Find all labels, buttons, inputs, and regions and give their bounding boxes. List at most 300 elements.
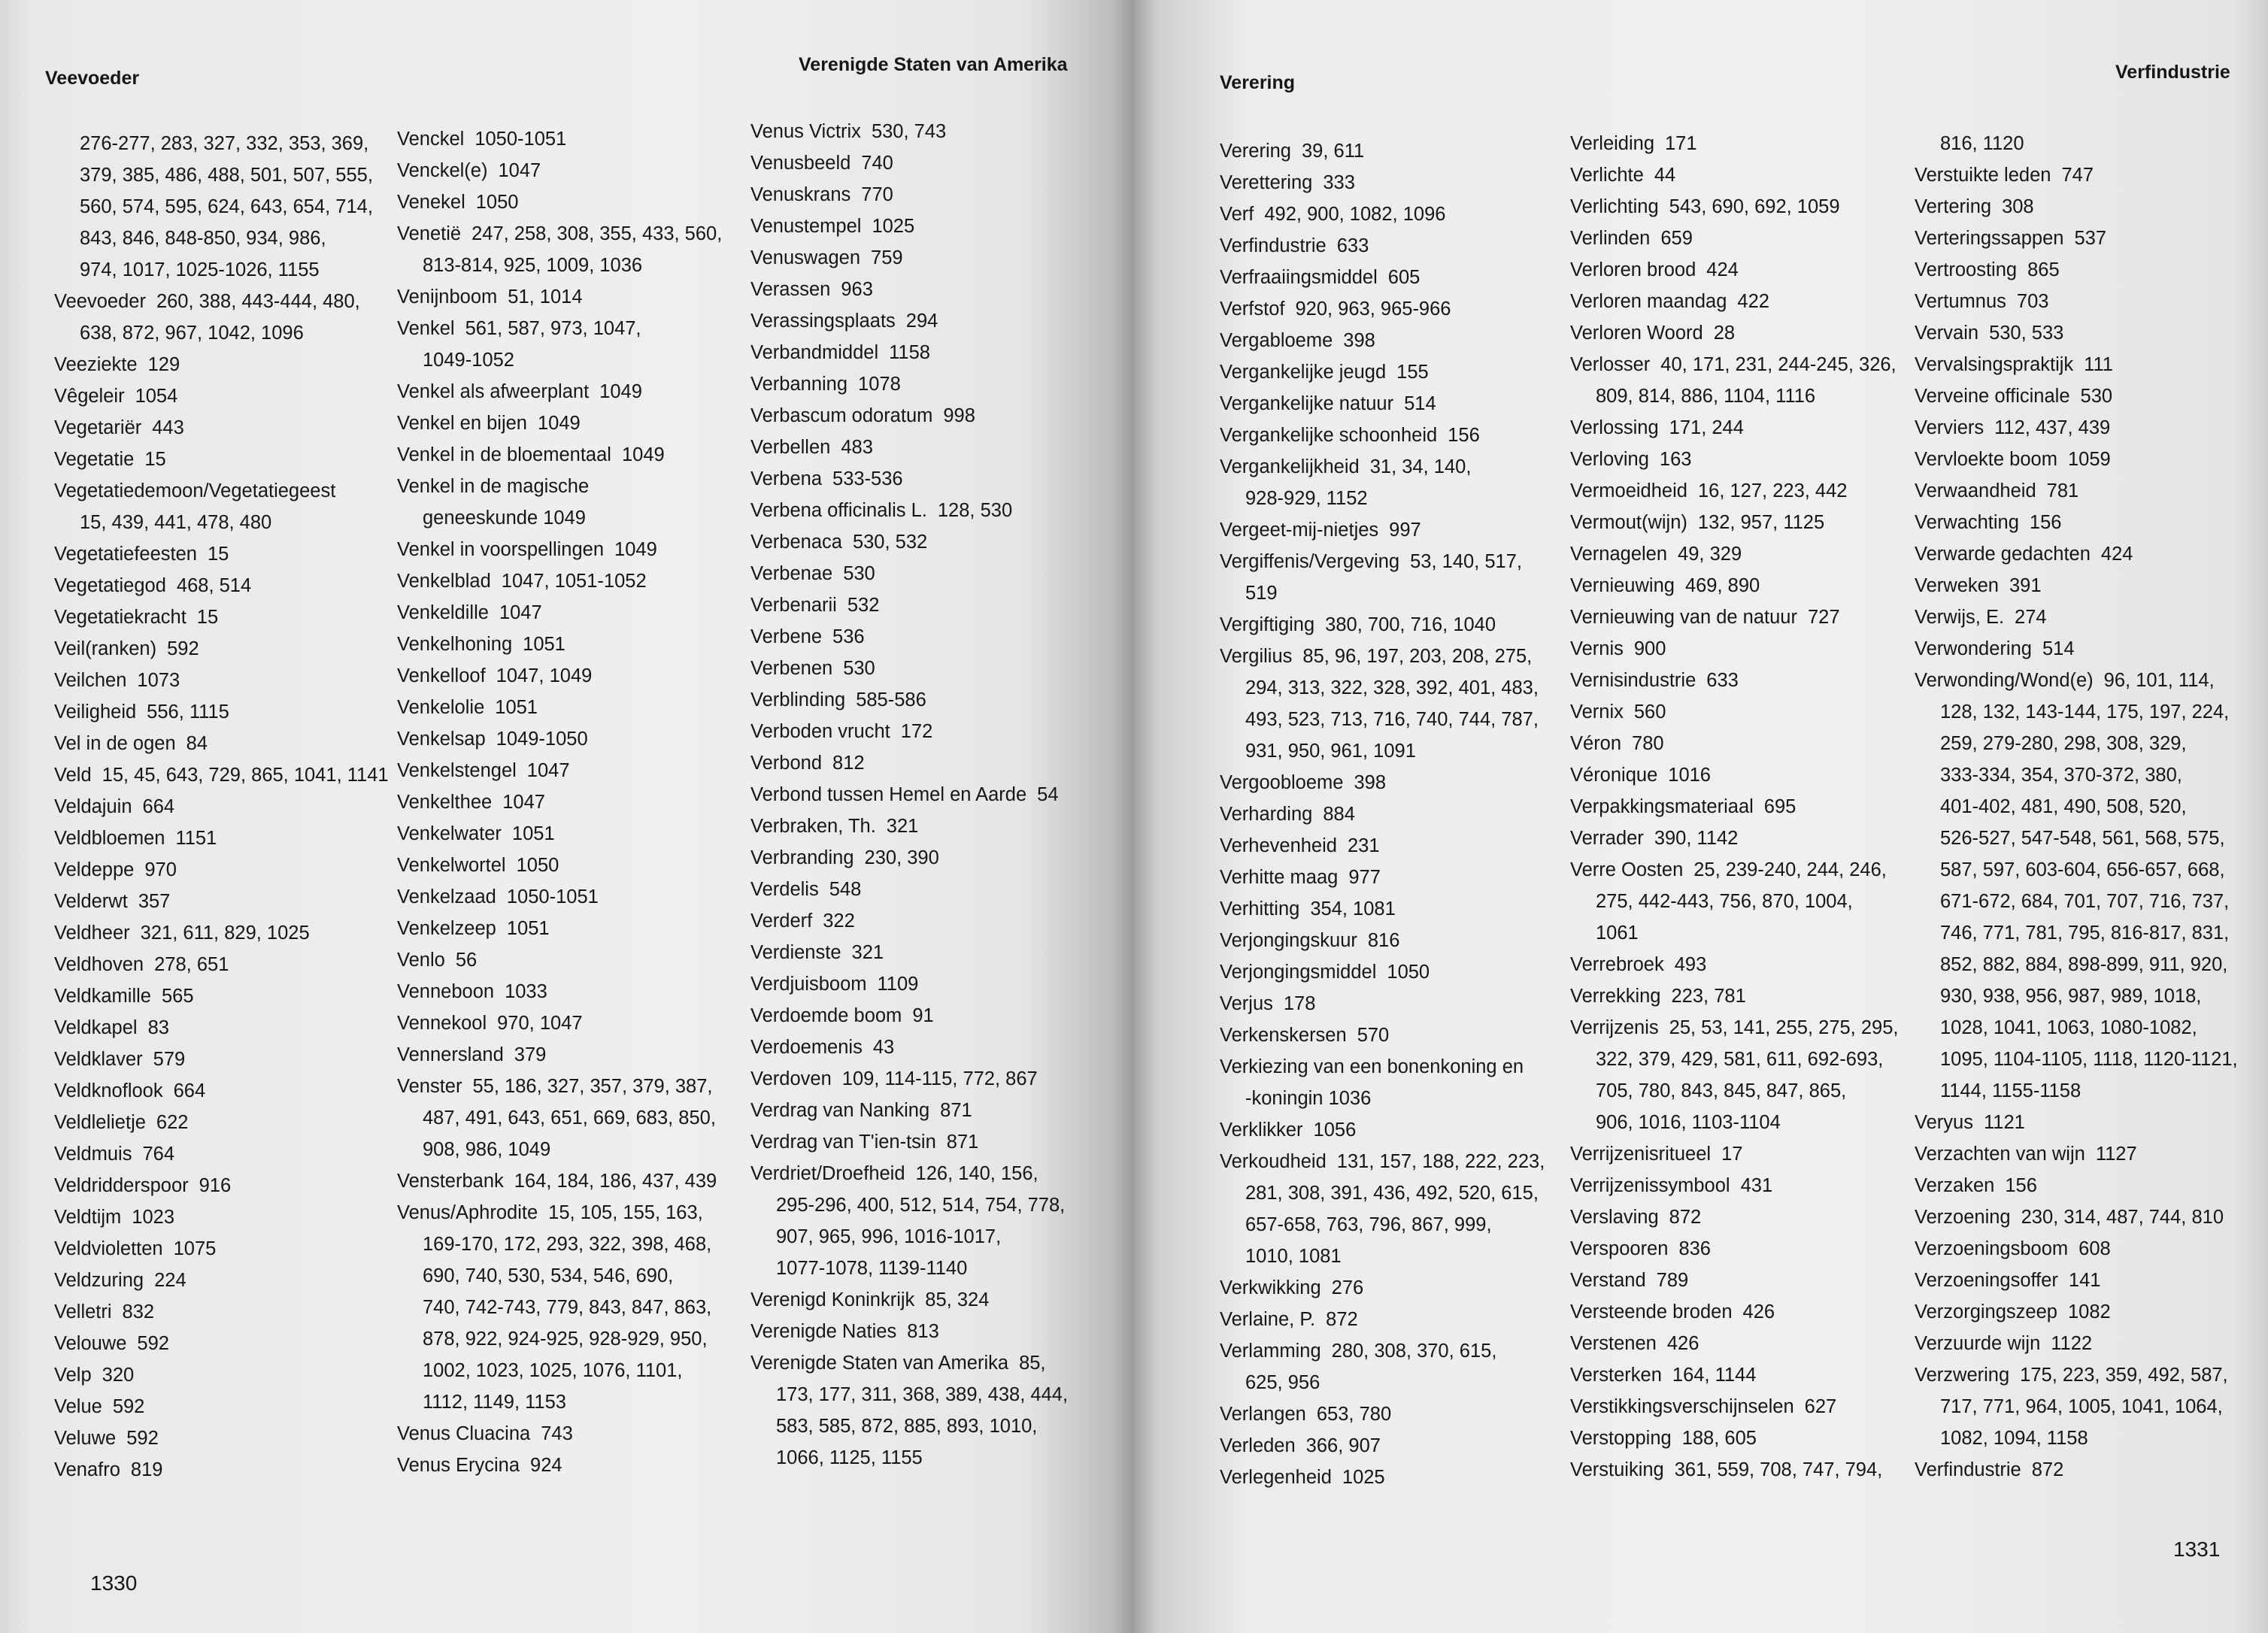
index-entry bbox=[1570, 475, 1898, 507]
index-entry bbox=[750, 1095, 1068, 1126]
index-entry bbox=[397, 1165, 722, 1197]
entry-pages: 431 bbox=[1740, 1175, 1773, 1196]
index-entry bbox=[1570, 349, 1898, 412]
entry-term: Vergankelijkheid bbox=[1220, 456, 1360, 477]
entry-term: Verrijzenisritueel bbox=[1570, 1144, 1712, 1165]
entry-term: Venkelwater bbox=[397, 823, 502, 844]
entry-pages: 155 bbox=[1396, 362, 1429, 383]
index-entry bbox=[54, 1359, 389, 1391]
entry-term: Verbenae bbox=[750, 563, 833, 584]
index-entry bbox=[1570, 570, 1898, 601]
index-entry bbox=[54, 1170, 389, 1201]
entry-term: Verbraken, Th. bbox=[750, 816, 876, 837]
running-head-right: Verfindustrie bbox=[2115, 62, 2230, 83]
entry-pages: 727 bbox=[1807, 607, 1840, 628]
entry-pages: 963 bbox=[841, 279, 873, 300]
entry-term: Vermoeidheid bbox=[1570, 480, 1687, 501]
index-entry bbox=[1570, 223, 1898, 254]
entry-term: Verdrag van T'ien-tsin bbox=[750, 1132, 936, 1153]
entry-pages: 592 bbox=[126, 1428, 159, 1449]
page-number: 1331 bbox=[2173, 1538, 2221, 1561]
entry-pages: 998 bbox=[943, 405, 975, 426]
index-entry bbox=[1220, 1462, 1545, 1493]
entry-term: Verrijzenis bbox=[1570, 1017, 1659, 1038]
entry-pages-continued: 657-658, 763, 796, 867, 999, bbox=[1245, 1214, 1492, 1235]
entry-pages: 171 bbox=[1665, 133, 1697, 154]
entry-pages: 111 bbox=[2084, 354, 2113, 375]
entry-term: Verfraaiingsmiddel bbox=[1220, 267, 1378, 288]
index-entry bbox=[54, 1454, 389, 1486]
entry-pages: 570 bbox=[1357, 1025, 1390, 1046]
entry-pages: 816, 1120 bbox=[1940, 133, 2024, 154]
entry-term: Verhitting bbox=[1220, 898, 1300, 920]
entry-pages-continued: 1095, 1104-1105, 1118, 1120-1121, bbox=[1940, 1049, 2238, 1070]
entry-pages-continued: 281, 308, 391, 436, 492, 520, 615, bbox=[1245, 1183, 1539, 1204]
entry-pages-continued: 906, 1016, 1103-1104 bbox=[1596, 1112, 1781, 1133]
index-entry bbox=[54, 1328, 389, 1359]
index-entry bbox=[1570, 980, 1898, 1012]
entry-pages-continued: 717, 771, 964, 1005, 1041, 1064, bbox=[1940, 1396, 2223, 1417]
entry-pages: 1049 bbox=[614, 539, 657, 560]
entry-pages: 789 bbox=[1656, 1270, 1689, 1291]
entry-term: Vergabloeme bbox=[1220, 330, 1333, 351]
entry-pages-continued: 625, 956 bbox=[1245, 1372, 1320, 1393]
entry-pages-continued: 128, 132, 143-144, 175, 197, 224, bbox=[1940, 701, 2230, 723]
index-entry bbox=[397, 660, 722, 692]
entry-term: Venneboon bbox=[397, 981, 495, 1002]
index-entry bbox=[750, 495, 1068, 526]
entry-term: Verlichte bbox=[1570, 165, 1644, 186]
entry-term: Vegetatiekracht bbox=[54, 607, 186, 628]
index-entry bbox=[397, 439, 722, 471]
index-column-3 bbox=[1915, 128, 2238, 1486]
entry-term: Vernagelen bbox=[1570, 544, 1668, 565]
index-entry bbox=[1220, 356, 1545, 388]
entry-term: Velletri bbox=[54, 1301, 112, 1322]
entry-term: Verdoven bbox=[750, 1068, 832, 1089]
index-entry bbox=[1570, 286, 1898, 317]
entry-term: Verveine officinale bbox=[1915, 386, 2070, 407]
index-entry bbox=[750, 716, 1068, 747]
entry-pages: 380, 700, 716, 1040 bbox=[1325, 614, 1496, 635]
entry-term: Venkelzaad bbox=[397, 886, 496, 907]
entry-pages-continued: 401-402, 481, 490, 508, 520, bbox=[1940, 796, 2187, 817]
entry-term: Verspooren bbox=[1570, 1238, 1669, 1259]
entry-pages: 560 bbox=[1633, 701, 1666, 723]
entry-pages: 627 bbox=[1804, 1396, 1837, 1417]
entry-pages: 536 bbox=[832, 626, 865, 647]
entry-term: Vernisindustrie bbox=[1570, 670, 1696, 691]
entry-pages: 1054 bbox=[135, 386, 178, 407]
entry-term: Verdoemenis bbox=[750, 1037, 863, 1058]
entry-pages: 1047, 1051-1052 bbox=[501, 571, 647, 592]
entry-term: Verloving bbox=[1570, 449, 1649, 470]
index-column-2 bbox=[397, 123, 722, 1481]
entry-pages-continued: 638, 872, 967, 1042, 1096 bbox=[80, 323, 304, 344]
index-entry bbox=[1915, 1328, 2238, 1359]
entry-term: Verwachting bbox=[1915, 512, 2019, 533]
entry-pages: 1049 bbox=[599, 381, 642, 402]
entry-pages: 366, 907 bbox=[1305, 1435, 1381, 1456]
entry-pages: 514 bbox=[2042, 638, 2075, 659]
entry-term: Veldbloemen bbox=[54, 828, 165, 849]
index-entry bbox=[1915, 1170, 2238, 1201]
entry-pages: 172 bbox=[900, 721, 933, 742]
index-entry bbox=[1570, 791, 1898, 823]
entry-term: Vennersland bbox=[397, 1044, 504, 1065]
entry-pages: 54 bbox=[1037, 784, 1059, 805]
entry-term: Vergilius bbox=[1220, 646, 1293, 667]
entry-pages-continued: 1077-1078, 1139-1140 bbox=[776, 1258, 968, 1279]
entry-pages: 156 bbox=[2029, 512, 2062, 533]
entry-term: Velp bbox=[54, 1365, 92, 1386]
entry-pages: 171, 244 bbox=[1669, 417, 1744, 438]
index-entry bbox=[1220, 862, 1545, 893]
entry-pages: 916 bbox=[199, 1175, 232, 1196]
index-entry bbox=[1570, 728, 1898, 759]
entry-term: Vêgeleir bbox=[54, 386, 125, 407]
index-entry bbox=[1915, 665, 2238, 1107]
entry-pages: 15, 105, 155, 163, bbox=[548, 1202, 703, 1223]
index-entry bbox=[1220, 230, 1545, 262]
entry-pages: 1151 bbox=[175, 828, 217, 849]
index-entry bbox=[54, 759, 389, 791]
entry-pages: 970 bbox=[144, 859, 177, 880]
entry-term: Venustempel bbox=[750, 216, 862, 237]
entry-term: Verenigde Naties bbox=[750, 1321, 897, 1342]
entry-pages-continued: 173, 177, 311, 368, 389, 438, 444, bbox=[776, 1384, 1069, 1405]
index-entry bbox=[750, 274, 1068, 305]
entry-pages: 780 bbox=[1632, 733, 1664, 754]
entry-term: Verkenskersen bbox=[1220, 1025, 1347, 1046]
entry-pages: 126, 140, 156, bbox=[915, 1163, 1038, 1184]
entry-pages: 51, 1014 bbox=[508, 286, 583, 308]
entry-term: Vertumnus bbox=[1915, 291, 2006, 312]
entry-pages: 85, 96, 197, 203, 208, 275, bbox=[1302, 646, 1533, 667]
entry-pages-continued: 690, 740, 530, 534, 546, 690, bbox=[423, 1265, 674, 1286]
index-entry bbox=[1915, 349, 2238, 380]
index-entry bbox=[54, 1391, 389, 1422]
entry-pages: 321, 611, 829, 1025 bbox=[140, 923, 310, 944]
index-entry bbox=[397, 376, 722, 407]
index-entry bbox=[1915, 159, 2238, 191]
entry-pages: 109, 114-115, 772, 867 bbox=[841, 1068, 1038, 1089]
index-entry bbox=[397, 155, 722, 186]
entry-term: Verstand bbox=[1570, 1270, 1646, 1291]
index-entry bbox=[750, 1158, 1068, 1284]
entry-pages: 25, 53, 141, 255, 275, 295, bbox=[1669, 1017, 1899, 1038]
index-entry bbox=[1915, 1454, 2238, 1486]
entry-pages: 320 bbox=[102, 1365, 135, 1386]
entry-pages-continued: 1112, 1149, 1153 bbox=[423, 1392, 566, 1413]
entry-pages-continued: 379, 385, 486, 488, 501, 507, 555, bbox=[80, 165, 373, 186]
index-entry bbox=[54, 128, 389, 286]
entry-pages-continued: 275, 442-443, 756, 870, 1004, bbox=[1596, 891, 1853, 912]
index-entry bbox=[397, 218, 722, 281]
entry-pages: 131, 157, 188, 222, 223, bbox=[1336, 1151, 1545, 1172]
entry-term: Venijnboom bbox=[397, 286, 498, 308]
entry-term: Verbandmiddel bbox=[750, 342, 879, 363]
entry-pages: 872 bbox=[1326, 1309, 1358, 1330]
entry-pages: 816 bbox=[1367, 930, 1400, 951]
index-entry bbox=[750, 1284, 1068, 1316]
entry-term: Veldeppe bbox=[54, 859, 135, 880]
entry-pages: 1050-1051 bbox=[506, 886, 599, 907]
entry-term: Veldajuin bbox=[54, 796, 132, 817]
index-entry bbox=[397, 281, 722, 313]
entry-pages: 1082 bbox=[2067, 1301, 2111, 1322]
entry-term: Véron bbox=[1570, 733, 1622, 754]
entry-term: Verbenaca bbox=[750, 532, 842, 553]
index-entry bbox=[750, 368, 1068, 400]
entry-term: Venkelblad bbox=[397, 571, 491, 592]
entry-pages: 740 bbox=[861, 153, 893, 174]
entry-term: Veldklaver bbox=[54, 1049, 143, 1070]
entry-pages: 1016 bbox=[1668, 765, 1711, 786]
index-entry bbox=[1220, 641, 1545, 767]
entry-term: Veldhoven bbox=[54, 954, 144, 975]
entry-pages: 422 bbox=[1737, 291, 1769, 312]
entry-pages: 703 bbox=[2016, 291, 2049, 312]
entry-pages: 813 bbox=[907, 1321, 939, 1342]
entry-pages-continued: 1010, 1081 bbox=[1245, 1246, 1342, 1267]
index-entry bbox=[397, 944, 722, 976]
index-entry bbox=[54, 538, 389, 570]
entry-term: Verdriet/Droefheid bbox=[750, 1163, 905, 1184]
running-head-left: Verering bbox=[1220, 72, 1296, 93]
entry-term: Verbenen bbox=[750, 658, 833, 679]
index-entry bbox=[1220, 388, 1545, 420]
entry-term: Venkelstengel bbox=[397, 760, 517, 781]
entry-pages: 659 bbox=[1660, 228, 1693, 249]
entry-pages: 633 bbox=[1706, 670, 1739, 691]
entry-pages: 223, 781 bbox=[1671, 986, 1746, 1007]
entry-term: Veld bbox=[54, 765, 92, 786]
entry-term: Verslaving bbox=[1570, 1207, 1659, 1228]
entry-term: Vernis bbox=[1570, 638, 1624, 659]
index-entry bbox=[1570, 128, 1898, 159]
index-entry bbox=[1915, 570, 2238, 601]
entry-term: Veil(ranken) bbox=[54, 638, 157, 659]
index-entry bbox=[54, 854, 389, 886]
entry-pages-continued: geneeskunde 1049 bbox=[423, 507, 586, 529]
entry-pages-continued: 843, 846, 848-850, 934, 986, bbox=[80, 228, 326, 249]
entry-term: Verjus bbox=[1220, 993, 1273, 1014]
entry-pages: 653, 780 bbox=[1316, 1404, 1392, 1425]
entry-term: Verfstof bbox=[1220, 298, 1285, 320]
index-entry bbox=[1220, 1051, 1545, 1114]
entry-term: Verzaken bbox=[1915, 1175, 1995, 1196]
index-entry bbox=[397, 786, 722, 818]
entry-term: Verleden bbox=[1220, 1435, 1296, 1456]
entry-pages: 128, 530 bbox=[937, 500, 1013, 521]
index-entry bbox=[750, 179, 1068, 211]
index-entry bbox=[1220, 1430, 1545, 1462]
running-head-right: Verenigde Staten van Amerika bbox=[799, 54, 1068, 75]
entry-pages-continued: 931, 950, 961, 1091 bbox=[1245, 741, 1416, 762]
entry-term: Venus Erycina bbox=[397, 1455, 520, 1476]
entry-pages-continued: 587, 597, 603-604, 656-657, 668, bbox=[1940, 859, 2225, 880]
entry-pages-continued: 746, 771, 781, 795, 816-817, 831, bbox=[1940, 923, 2230, 944]
entry-term: Vergeet-mij-nietjes bbox=[1220, 520, 1379, 541]
entry-pages: 1049 bbox=[537, 413, 581, 434]
entry-term: Verenigd Koninkrijk bbox=[750, 1289, 915, 1310]
index-entry bbox=[54, 444, 389, 475]
entry-term: Verloren Woord bbox=[1570, 323, 1703, 344]
right-page bbox=[1134, 0, 2268, 1633]
index-entry bbox=[1915, 633, 2238, 665]
entry-pages: 443 bbox=[152, 417, 184, 438]
index-entry bbox=[1570, 1201, 1898, 1233]
entry-term: Velouwe bbox=[54, 1333, 127, 1354]
entry-pages: 872 bbox=[2031, 1459, 2064, 1480]
entry-pages: 1025 bbox=[1342, 1467, 1385, 1488]
entry-term: Versteende broden bbox=[1570, 1301, 1733, 1322]
entry-term: Verkoudheid bbox=[1220, 1151, 1327, 1172]
entry-term: Venkel bbox=[397, 318, 455, 339]
entry-term: Verweken bbox=[1915, 575, 1999, 596]
entry-pages-continued: 878, 922, 924-925, 928-929, 950, bbox=[423, 1329, 708, 1350]
entry-pages: 83 bbox=[147, 1017, 169, 1038]
entry-pages: 1121 bbox=[1983, 1112, 2025, 1133]
index-entry bbox=[1570, 538, 1898, 570]
entry-term: Venus Cluacina bbox=[397, 1423, 531, 1444]
entry-pages: 1051 bbox=[495, 697, 538, 718]
index-entry bbox=[750, 589, 1068, 621]
index-entry bbox=[1220, 1019, 1545, 1051]
entry-term: Vegetariër bbox=[54, 417, 142, 438]
entry-pages: 532 bbox=[847, 595, 880, 616]
entry-term: Veiligheid bbox=[54, 701, 137, 723]
entry-pages: 1050 bbox=[516, 855, 559, 876]
index-entry bbox=[1220, 1272, 1545, 1304]
entry-pages: 1033 bbox=[505, 981, 547, 1002]
entry-term: Verwarde gedachten bbox=[1915, 544, 2091, 565]
index-column-2 bbox=[1570, 128, 1898, 1486]
entry-term: Verbranding bbox=[750, 847, 854, 868]
entry-term: Venekel bbox=[397, 192, 465, 213]
index-entry bbox=[750, 432, 1068, 463]
index-entry bbox=[1570, 1422, 1898, 1454]
entry-pages: 1050 bbox=[475, 192, 519, 213]
index-entry bbox=[1570, 1138, 1898, 1170]
entry-term: Verbellen bbox=[750, 437, 831, 458]
index-entry bbox=[1570, 665, 1898, 696]
entry-term: Verbenarii bbox=[750, 595, 837, 616]
entry-pages: 230, 314, 487, 744, 810 bbox=[2021, 1207, 2224, 1228]
index-entry bbox=[397, 471, 722, 534]
entry-pages: 1059 bbox=[2067, 449, 2111, 470]
index-entry bbox=[1220, 451, 1545, 514]
entry-term: Veldridderspoor bbox=[54, 1175, 189, 1196]
entry-pages-continued: 809, 814, 886, 1104, 1116 bbox=[1596, 386, 1816, 407]
index-entry bbox=[750, 747, 1068, 779]
index-entry bbox=[1220, 988, 1545, 1019]
entry-pages: 664 bbox=[142, 796, 175, 817]
entry-pages: 156 bbox=[1448, 425, 1480, 446]
entry-pages: 39, 611 bbox=[1301, 141, 1365, 162]
entry-pages: 44 bbox=[1654, 165, 1676, 186]
entry-pages: 1051 bbox=[523, 634, 565, 655]
entry-pages: 129 bbox=[147, 354, 180, 375]
entry-pages: 1047 bbox=[526, 760, 570, 781]
index-entry bbox=[750, 305, 1068, 337]
index-entry bbox=[1915, 380, 2238, 412]
index-entry bbox=[1220, 830, 1545, 862]
entry-term: Verzoeningsoffer bbox=[1915, 1270, 2058, 1291]
entry-term: Verlangen bbox=[1220, 1404, 1306, 1425]
entry-pages-continued: 928-929, 1152 bbox=[1245, 488, 1368, 509]
entry-term: Vernix bbox=[1570, 701, 1624, 723]
index-entry bbox=[397, 850, 722, 881]
index-entry bbox=[1570, 633, 1898, 665]
index-entry bbox=[1570, 444, 1898, 475]
entry-term: Verstikkingsverschijnselen bbox=[1570, 1396, 1794, 1417]
index-entry bbox=[750, 810, 1068, 842]
entry-pages: 781 bbox=[2046, 480, 2079, 501]
entry-pages: 230, 390 bbox=[864, 847, 939, 868]
entry-term: Verstopping bbox=[1570, 1428, 1672, 1449]
entry-pages: 17 bbox=[1721, 1144, 1743, 1165]
entry-pages: 56 bbox=[455, 950, 478, 971]
entry-term: Vergiftiging bbox=[1220, 614, 1315, 635]
entry-term: Vervalsingspraktijk bbox=[1915, 354, 2074, 375]
entry-pages: 832 bbox=[122, 1301, 155, 1322]
index-entry bbox=[750, 463, 1068, 495]
entry-term: Venkelwortel bbox=[397, 855, 506, 876]
entry-pages: 1050 bbox=[1387, 962, 1430, 983]
index-entry bbox=[54, 570, 389, 601]
entry-pages: 278, 651 bbox=[154, 954, 229, 975]
entry-term: Verblinding bbox=[750, 689, 846, 710]
index-entry bbox=[750, 779, 1068, 810]
index-entry bbox=[54, 980, 389, 1012]
index-entry bbox=[1570, 412, 1898, 444]
entry-pages: 530 bbox=[843, 563, 875, 584]
entry-pages: 276-277, 283, 327, 332, 353, 369, bbox=[80, 133, 369, 154]
index-entry bbox=[397, 407, 722, 439]
entry-pages: 31, 34, 140, bbox=[1369, 456, 1472, 477]
entry-term: Verenigde Staten van Amerika bbox=[750, 1353, 1009, 1374]
index-entry bbox=[54, 823, 389, 854]
entry-term: Verloren brood bbox=[1570, 259, 1696, 280]
entry-pages: 424 bbox=[2100, 544, 2133, 565]
entry-pages: 164, 1144 bbox=[1672, 1365, 1757, 1386]
index-entry bbox=[54, 886, 389, 917]
entry-term: Venkel in de bloementaal bbox=[397, 444, 611, 465]
index-entry bbox=[54, 1265, 389, 1296]
entry-term: Verbena officinalis L. bbox=[750, 500, 927, 521]
entry-term: Venkelsap bbox=[397, 729, 486, 750]
index-entry bbox=[750, 147, 1068, 179]
entry-pages: 468, 514 bbox=[176, 575, 252, 596]
entry-term: Verbene bbox=[750, 626, 823, 647]
index-entry bbox=[397, 913, 722, 944]
index-entry bbox=[750, 1126, 1068, 1158]
entry-pages: 605 bbox=[1387, 267, 1421, 288]
entry-term: Verstenen bbox=[1570, 1333, 1657, 1354]
entry-term: Verzachten van wijn bbox=[1915, 1144, 2085, 1165]
entry-term: Vernieuwing van de natuur bbox=[1570, 607, 1797, 628]
index-entry bbox=[54, 1107, 389, 1138]
entry-pages: 175, 223, 359, 492, 587, bbox=[2020, 1365, 2228, 1386]
entry-term: Veryus bbox=[1915, 1112, 1973, 1133]
entry-pages: 664 bbox=[173, 1080, 206, 1101]
entry-term: Veldvioletten bbox=[54, 1238, 163, 1259]
entry-pages: 871 bbox=[946, 1132, 979, 1153]
index-entry bbox=[750, 684, 1068, 716]
entry-pages: 977 bbox=[1348, 867, 1381, 888]
